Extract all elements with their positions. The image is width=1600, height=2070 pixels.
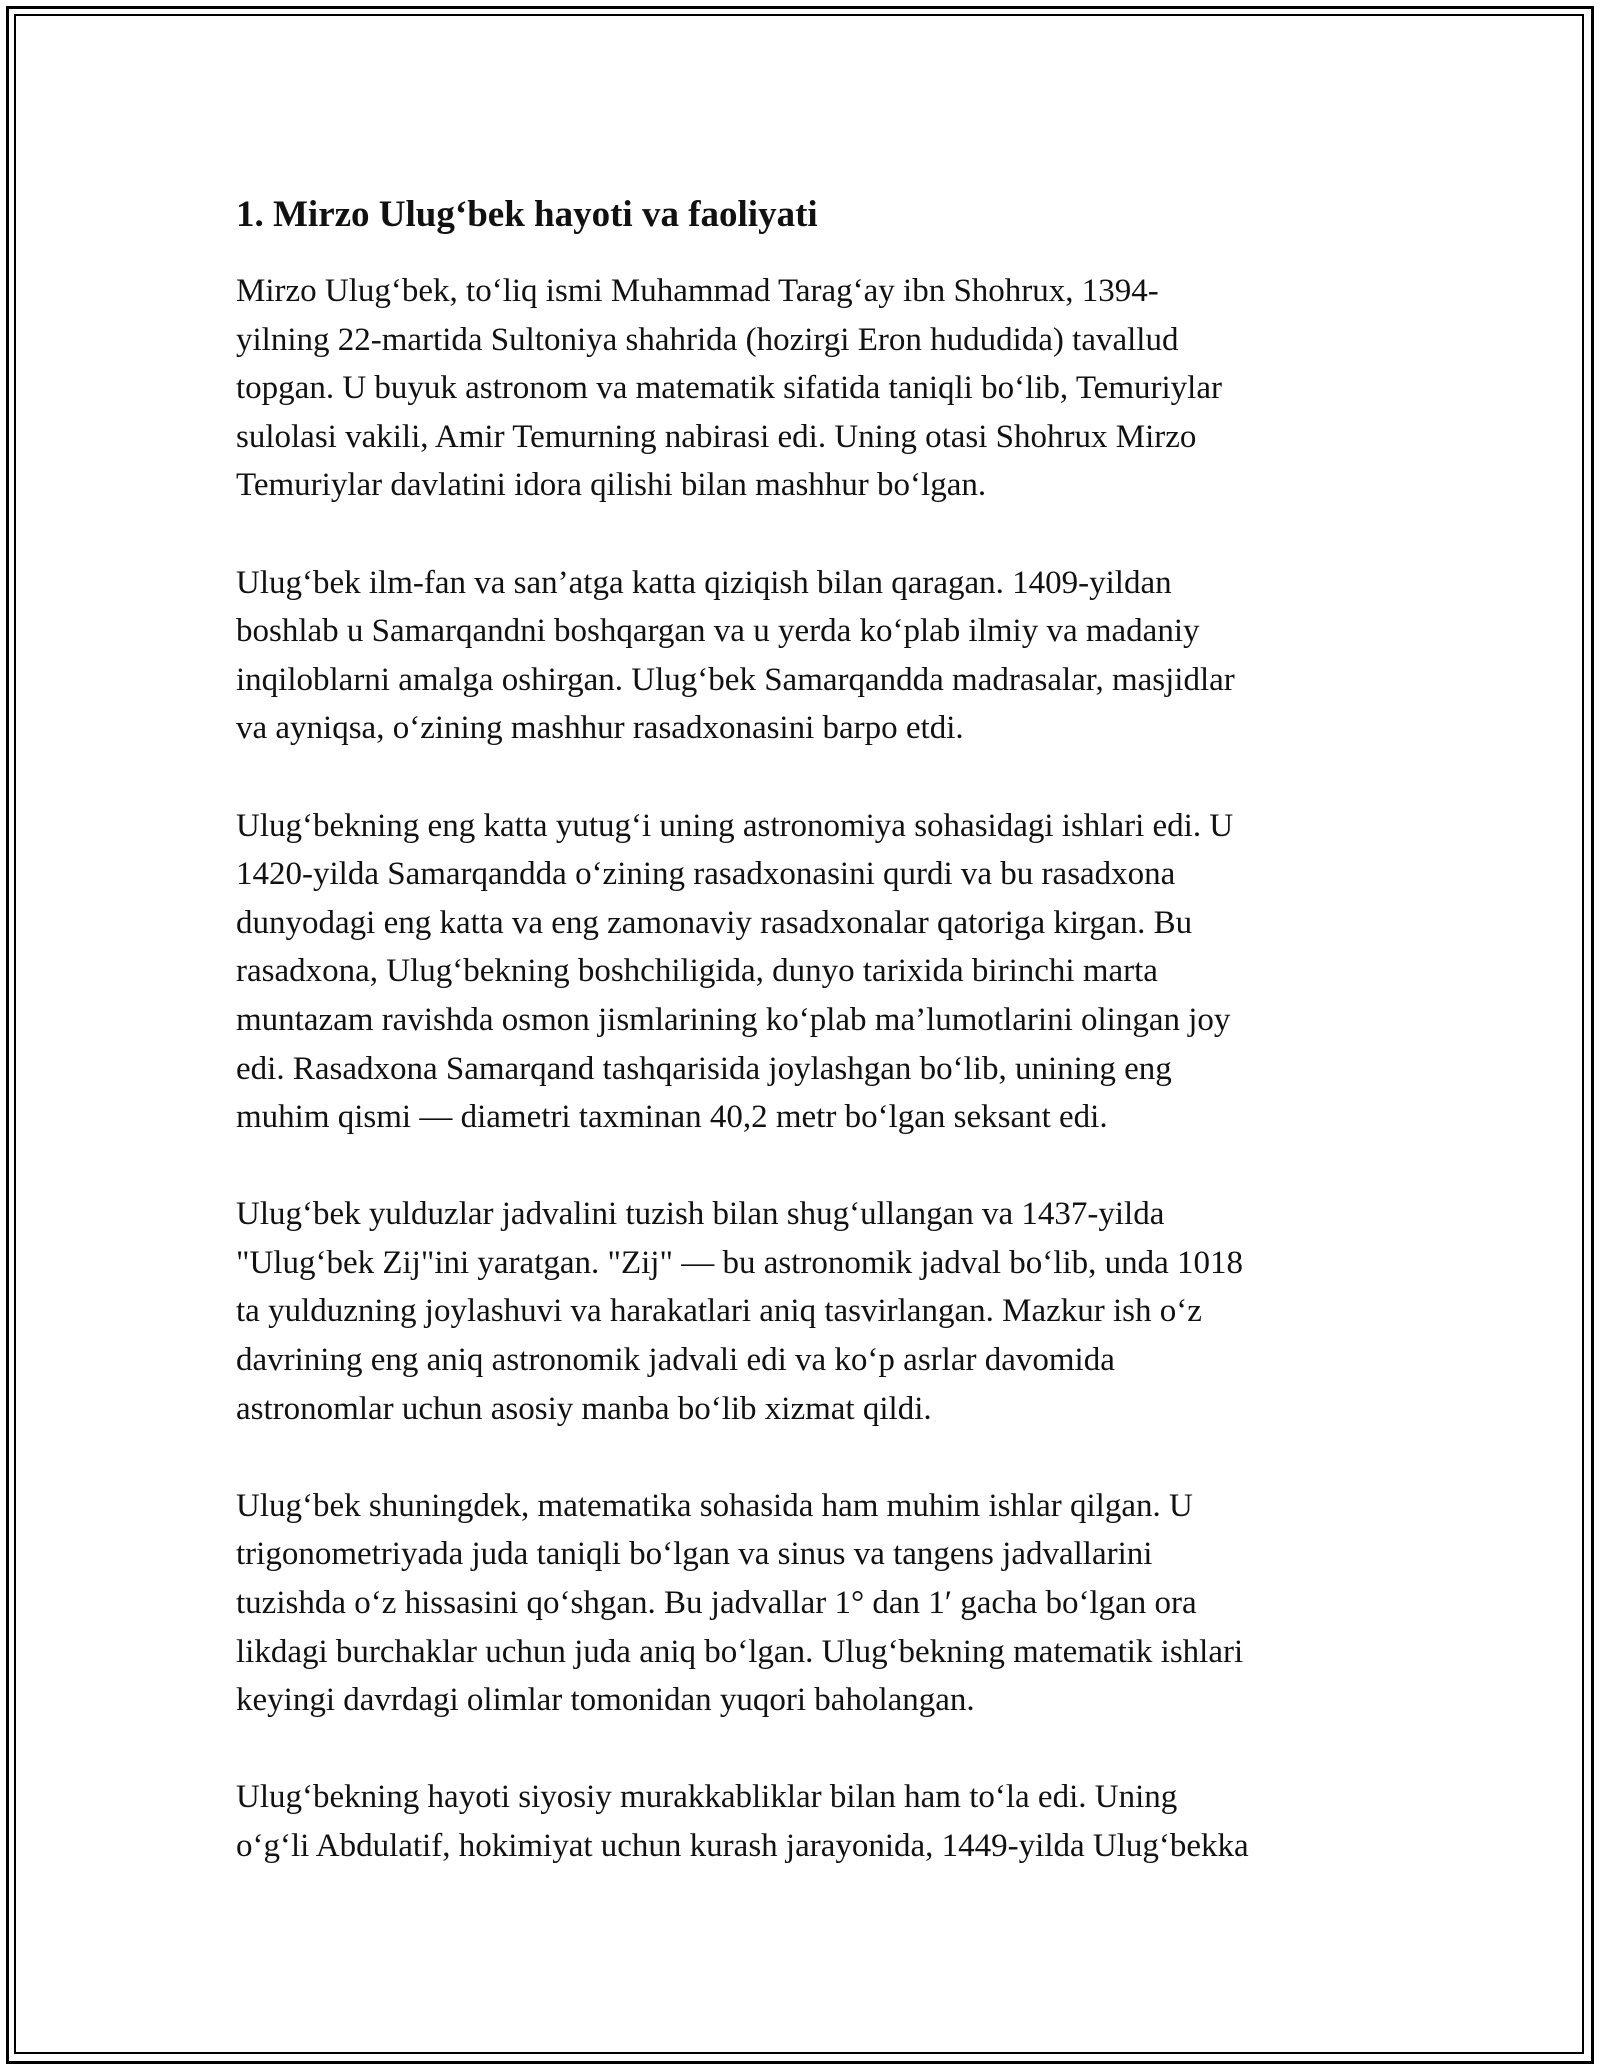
text-line: Ulug‘bekning hayoti siyosiy murakkabliklar bilan ham to‘la edi. Uning	[236, 1779, 1178, 1816]
text-line: Ulug‘bek ilm-fan va san’atga katta qiziqish bilan qaragan. 1409-yildan	[236, 564, 1172, 601]
text-line: Ulug‘bek yulduzlar jadvalini tuzish bilan shug‘ullangan va 1437-yilda	[236, 1196, 1165, 1233]
text-line: boshlab u Samarqandni boshqargan va u yerda ko‘plab ilmiy va madaniy	[236, 613, 1200, 650]
paragraph-4	[236, 1190, 1392, 1433]
text-line: va ayniqsa, o‘zining mashhur rasadxonasini barpo etdi.	[236, 710, 964, 747]
text-line: dunyodagi eng katta va eng zamonaviy rasadxonalar qatoriga kirgan. Bu	[236, 904, 1193, 941]
text-line: muhim qismi — diametri taxminan 40,2 metr bo‘lgan seksant edi.	[236, 1099, 1108, 1136]
text-line: trigonometriyada juda taniqli bo‘lgan va sinus va tangens jadvallarini	[236, 1536, 1153, 1573]
text-line: Ulug‘bek shuningdek, matematika sohasida ham muhim ishlar qilgan. U	[236, 1487, 1193, 1524]
paragraph-1	[236, 267, 1392, 510]
text-line: rasadxona, Ulug‘bekning boshchiligida, dunyo tarixida birinchi marta	[236, 953, 1158, 990]
text-line: Temuriylar davlatini idora qilishi bilan mashhur bo‘lgan.	[236, 467, 987, 504]
text-line: muntazam ravishda osmon jismlarining ko‘plab ma’lumotlarini olingan joy	[236, 1001, 1231, 1038]
text-line: topgan. U buyuk astronom va matematik sifatida taniqli bo‘lib, Temuriylar	[236, 370, 1222, 407]
paragraph-2	[236, 559, 1392, 753]
paragraph-5	[236, 1482, 1392, 1725]
document-page	[236, 186, 1392, 1919]
text-line: ta yulduzning joylashuvi va harakatlari aniq tasvirlangan. Mazkur ish o‘z	[236, 1293, 1202, 1330]
text-line: likdagi burchaklar uchun juda aniq bo‘lgan. Ulug‘bekning matematik ishlari	[236, 1633, 1244, 1670]
paragraph-6	[236, 1773, 1392, 1870]
text-line: sulolasi vakili, Amir Temurning nabirasi edi. Uning otasi Shohrux Mirzo	[236, 418, 1197, 455]
text-line: o‘g‘li Abdulatif, hokimiyat uchun kurash jarayonida, 1449-yilda Ulug‘bekka	[236, 1828, 1249, 1864]
text-line: yilning 22-martida Sultoniya shahrida (hozirgi Eron hududida) tavallud	[236, 321, 1179, 358]
text-line: Mirzo Ulug‘bek, to‘liq ismi Muhammad Tarag‘ay ibn Shohrux, 1394-	[236, 273, 1159, 309]
text-line: "Ulug‘bek Zij"ini yaratgan. "Zij" — bu astronomik jadval bo‘lib, unda 1018	[236, 1244, 1244, 1281]
paragraph-3	[236, 802, 1392, 1142]
text-line: inqiloblarni amalga oshirgan. Ulug‘bek Samarqandda madrasalar, masjidlar	[236, 661, 1235, 698]
section-title: 1. Mirzo Ulug‘bek hayoti va faoliyati	[236, 194, 818, 235]
text-line: Ulug‘bekning eng katta yutug‘i uning astronomiya sohasidagi ishlari edi. U	[236, 807, 1234, 844]
text-line: astronomlar uchun asosiy manba bo‘lib xizmat qildi.	[236, 1390, 932, 1427]
text-line: davrining eng aniq astronomik jadvali edi va ko‘p asrlar davomida	[236, 1342, 1115, 1379]
text-line: 1420-yilda Samarqandda o‘zining rasadxonasini qurdi va bu rasadxona	[236, 856, 1176, 893]
text-line: keyingi davrdagi olimlar tomonidan yuqori baholangan.	[236, 1682, 975, 1719]
text-line: edi. Rasadxona Samarqand tashqarisida joylashgan bo‘lib, unining eng	[236, 1050, 1172, 1087]
text-line: tuzishda o‘z hissasini qo‘shgan. Bu jadvallar 1° dan 1′ gacha bo‘lgan ora	[236, 1585, 1197, 1622]
